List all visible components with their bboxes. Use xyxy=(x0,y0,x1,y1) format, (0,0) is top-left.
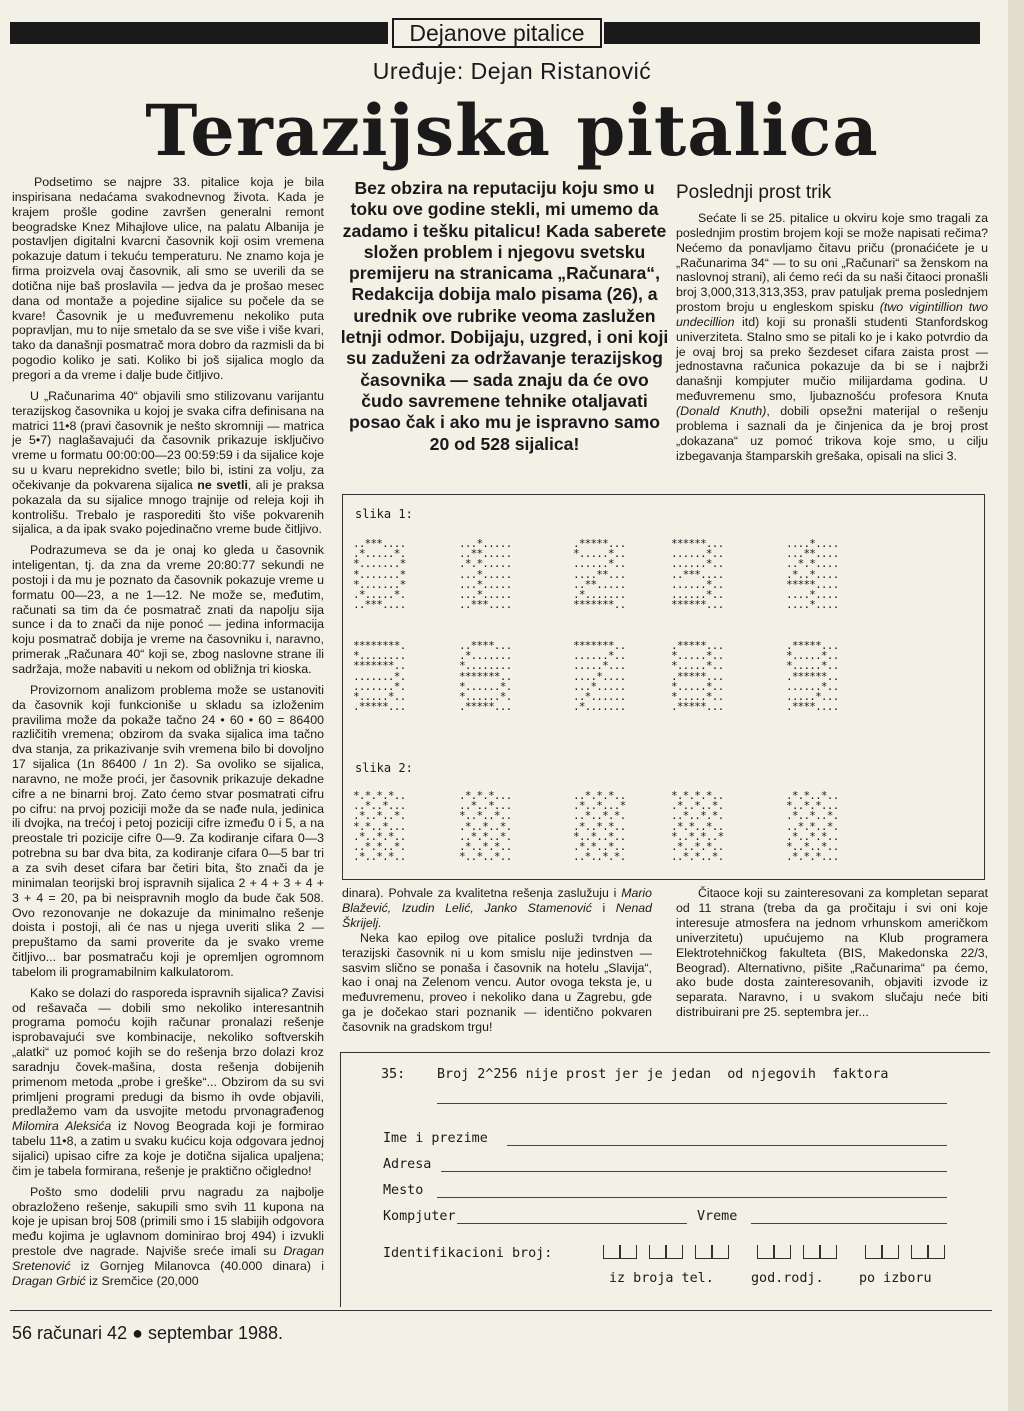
person-name: Dragan Sretenović xyxy=(12,1244,324,1273)
digit-matrix: .*.*..*.. *..*.*... .*..*..*. ..*.*..*. .*..*.*.. *..*..*.. .*.*.*... xyxy=(786,789,839,864)
italic-text: (two vigintillion two undecillion xyxy=(676,300,988,329)
paragraph: Neka kao epilog ove pitalice posluži tvrdnja da terazijski časovnik ni u kom smislu nije jedinstven — sasvim slično se ponaša i časovnik na hotelu „Slavija“, kao i onaj na Zelenom vencu. Autor ovoga teksta je, u međuvremenu, proveo i nekoliko dana u Zagrebu, gde ga je dočekao stari poznanik — identično pokvaren časovnik na gradskom trgu! xyxy=(342,930,652,1035)
address-field[interactable] xyxy=(441,1171,947,1172)
person-name: Nenad Škrijelj. xyxy=(342,900,652,930)
paragraph: Kako se dolazi do rasporeda ispravnih sijalica? Zavisi od rešavača — dobili smo nekoliko interesantnih programa pomoću kojih računar pronalazi rešenje isprobavajući sve kombinacije, nekoliko softverskih „alatki“ uz pomoć kojih se do rešenja brzo dolazi kroz saradnju čovek-mašina, dosta rešenja dobijenih primenom metoda „probe i greške“... Obzirom da su svi primljeni programi predugi da bismo ih ovde objavili, predlažemo vam da usvojite metodu prvonagrađenog Milomira Aleksića iz Novog Beograda koji je formirao tabelu 11•8, a zatim u svaku kućicu koja odgovara jednoj sijalici) upisao cifre za koje je dotična sijalica upaljena; čim je tabela formirana, rešenje je praktično očigledno! xyxy=(12,985,324,1178)
italic-text: (Donald Knuth) xyxy=(676,403,767,418)
id-digit-box[interactable] xyxy=(712,1245,729,1259)
header-bar-left xyxy=(10,22,388,44)
digit-matrix: .*****... *.....*.. *.....*.. .*****... *.....*.. *.....*.. .*****... xyxy=(671,639,724,714)
digit-matrix: ..*.*.*.. .*..*...* ..*..*.*. .*..*.*.. *..*..*.. .*.*..*.. ..*..*.*. xyxy=(573,789,626,864)
section-subhead: Poslednji prost trik xyxy=(676,182,832,203)
id-digit-box[interactable] xyxy=(695,1245,712,1259)
paragraph: U „Računarima 40“ objavili smo stilizovanu varijantu terazijskog časovnika u kojoj je svaka cifra definisana na matrici 11•8 (pravi časovnik je nešto skromniji — matrica je 5•7) naglašavajući da časovnik prikazuje isključivo vreme u formatu 00:00:00—23 00:59:59 i da sijalice koje su u kvaru neprekidno svetle; bilo bi, istini za volju, za očekivanje da pokvarena sijalica ne svetli, ali je praksa pokazala da su sijalice mnogo trajnije od releja koji ih kontrolišu. Trebalo je rasporediti što više pokvarenih sijalica, a da ipak svako pojedinačno vreme bude čitljivo. xyxy=(12,388,325,537)
text-run: iz Novog Beograda koji je formirao tabelu 11 xyxy=(12,1119,324,1149)
city-label: Mesto xyxy=(383,1183,424,1198)
id-digit-box[interactable] xyxy=(865,1245,882,1259)
paragraph: Podrazumeva se da je onaj ko gleda u časovnik inteligentan, tj. da zna da vreme 20:80:77 sekundi ne postoji i da mu je poznato da časovnik pokazuje vreme u formatu 00—23, a ne 1—12. Ne može se, međutim, računati sa tim da će posmatrač znati da napolju sija sunce i da to znači da nije ponoć — jedina informacija koju posmatrač dobija je vreme na časovniku i, naravno, primerak „Računara 40“ koji se, zbog naslovne strane ili sadržaja, može nabaviti u nekom od obližnja tri kioska. xyxy=(12,543,324,676)
bottom-right-text xyxy=(676,886,988,1020)
page-footer: 56 računari 42 ● septembar 1988. xyxy=(12,1323,284,1343)
text-run: Sećate li se 25. pitalice u okviru koje smo tragali za poslednjim prostim brojem koji se može napisati rečima? Nećemo da ponavljamo čitavu priču (pronaćićete je u „Računarima 34“ — to su oni „Računari“ sa ženskom na naslovnoj strani), ali ćemo reći da su naši čitaoci pronašli broj 3,000,313,313,353, prav patuljak prema poslednjem prostom broju u engleskom spisku xyxy=(676,211,988,315)
address-label: Adresa xyxy=(383,1157,432,1172)
digit-matrix: ....*.... ...**.... ..*.*.... .*..*.... *****.... ....*.... ....*.... xyxy=(786,537,839,612)
answer-coupon xyxy=(340,1052,990,1307)
coupon-number: 35: xyxy=(381,1067,406,1082)
article-title: Terazijska pitalica xyxy=(145,89,879,172)
text-run: 60 = 86400 različitih vremena; obzirom da svaka sijalica ima tačno dva stanja, za prikazivanje svih vremena bilo bi dovoljno 17 sijalica (1n 86400 / 1n 2). Sa ovoliko se sijalica, naravno, ne može proći, jer časovnik prikazuje dekadne cifre a ne binarni broj. Zato ćemo stvar posmatrati cifru po cifru: na prvoj poziciji može da se nađe nula, jedinica ili dvojka, na trećoj i petoj poziciji cifre između 0 i 5, a na preostale tri pozicije cifre 0—9. Za kodiranje cifara 0—3 potrebna su bar dva bita, za kodiranje cifara 0—5 bar tri a za svih deset cifara bar četiri bita, što znači da je minimalan teorijski broj ispravnih sijalica 2 + 4 + 3 + 4 + 3 + 4 = 20, pa bi neispravnih moglo da bude čak 508. Ovo rezonovanje ne dokazuje da minimalno rešenje doista i postoji, ali će nas u njega uveriti slika 2 — prepuštamo da sami proverite da je svako vreme čitljivo... bar posmatraču koji je opremljen ogromnom tabelom ili programabilnim kalkulatorom. xyxy=(12,712,324,979)
id-digit-box[interactable] xyxy=(928,1245,945,1259)
figure-box xyxy=(342,494,985,880)
id-hint-phone: iz broja tel. xyxy=(609,1271,714,1286)
person-name: Dragan Grbić xyxy=(12,1273,86,1288)
name-field[interactable] xyxy=(507,1145,947,1146)
id-digit-box[interactable] xyxy=(620,1245,637,1259)
computer-field[interactable] xyxy=(457,1223,687,1224)
id-label: Identifikacioni broj: xyxy=(383,1246,553,1261)
text-run: Kako se dolazi do rasporeda ispravnih sijalica? Zavisi od rešavača — dobili smo nekoliko interesantnih programa pomoću kojih računar pronalazi rešenje isprobavajući sve kombinacije, nekoliko softverskih „alatki“ uz pomoć kojih se do rešenja brzo dolazi kroz saradnju čovek-mašina, dosta rešenja dobijenih primenom metoda „probe i greške“... Obzirom da su svi primljeni programi predugi da bismo ih ovde objavili, predlažemo vam da usvojite metodu prvonagrađenog xyxy=(12,985,324,1119)
id-digit-box[interactable] xyxy=(882,1245,899,1259)
id-digit-box[interactable] xyxy=(649,1245,666,1259)
time-label: Vreme xyxy=(697,1209,738,1224)
text-run: 7) naglašavajući da časovnik prikazuje isključivo vreme u formatu 00:00:00—23 00:59:59 i da sijalice koje su u kvaru neprekidno svetle; bilo bi, istini za volju, za očekivanje da pokvarena sijalica xyxy=(12,433,325,492)
header-bar-right xyxy=(604,22,980,44)
text-run: Provizornom analizom problema može se ustanoviti da časovnik koji funkcioniše u skladu sa izloženim pravilima može da pokaže tačno 24 xyxy=(12,682,324,727)
paragraph: Provizornom analizom problema može se ustanoviti da časovnik koji funkcioniše u skladu sa izloženim pravilima može da pokaže tačno 24 • 60 • 60 = 86400 različitih vremena; obzirom da svaka sijalica ima tačno dva stanja, za prikazivanje svih vremena bilo bi dovoljno 17 sijalica (1n 86400 / 1n 2). Sa ovoliko se sijalica, naravno, ne može proći, jer časovnik prikazuje dekadne cifre a ne binarni broj. Zato ćemo stvar posmatrati cifru po cifru: na prvoj poziciji može da se nađe nula, jedinica ili dvojka, na trećoj i petoj poziciji cifre između 0 i 5, a na preostale tri pozicije cifre 0—9. Za kodiranje cifara 0—3 potrebna su bar dva bita, za kodiranje cifara 0—5 bar tri a za svih deset cifara bar četiri bita, što znači da je minimalan teorijski broj ispravnih sijalica 2 + 4 + 3 + 4 + 3 + 4 = 20, pa bi neispravnih moglo da bude čak 508. Ovo rezonovanje ne dokazuje da minimalno rešenje doista i postoji, ali će nas u njega uveriti slika 2 — prepuštamo da sami proverite da je svako vreme čitljivo... bar posmatraču koji je opremljen ogromnom tabelom ili programabilnim kalkulatorom. xyxy=(12,682,324,979)
bold-text: ne svetli xyxy=(197,477,248,492)
text-run: iz Sremčice (20,000 xyxy=(85,1273,199,1288)
person-names: Mario Blažević, Izudin Lelić, Janko Stamenović xyxy=(342,886,652,915)
bottom-middle-text xyxy=(342,886,652,1035)
left-text-column xyxy=(12,175,324,1411)
figure-label: slika 1: xyxy=(355,507,413,521)
digit-matrix: .*****... *.....*.. *.....*.. .******.. ......*.. .....*... .****.... xyxy=(786,639,839,714)
city-field[interactable] xyxy=(437,1197,947,1198)
time-field[interactable] xyxy=(751,1223,947,1224)
section-header-band xyxy=(0,18,1024,48)
bottom-rule xyxy=(10,1310,992,1311)
text-run: i xyxy=(591,900,616,915)
paragraph xyxy=(342,886,652,931)
right-text-column xyxy=(676,211,988,463)
id-digit-box[interactable] xyxy=(911,1245,928,1259)
text-run: dinara). Pohvale za kvalitetna rešenja zaslužuju i xyxy=(342,886,622,900)
text-run: 8, a zatim u svaku kućicu koja odgovara jednoj sijalici) upisao cifre za koje je dotična sijalica upaljena; čim je tabela formirana, rešenje je praktično očigledno! xyxy=(12,1134,324,1178)
digit-matrix: ******... ......*.. ......*.. ..***.... ......*.. ......*.. ******... xyxy=(671,537,724,612)
digit-matrix: *.*.*.*.. ..*..*... .*..*..*. *.*..*... .*..*.*.. ..*.*..*. .*..*.*.. xyxy=(353,789,406,864)
digit-matrix: ..***.... .*.....*. *.......* *.......* *.......* .*.....*. ..***.... xyxy=(353,537,406,612)
digit-matrix: ********. *........ *******.. .......*. .......*. *.....*.. .*****... xyxy=(353,639,406,714)
computer-label: Kompjuter xyxy=(383,1209,456,1224)
id-digit-box[interactable] xyxy=(603,1245,620,1259)
coupon-statement: Broj 2^256 nije prost jer je jedan od njegovih faktora xyxy=(437,1067,889,1082)
text-run: , dobili opsežni materijal o rešenju problema i saznali da je činjenica da je broj prost „dokazana“ uz pomoć trikova koje smo, u cilju izbegavanja štamparskih grešaka, opisali na slici 3. xyxy=(676,403,988,463)
figure-label: slika 2: xyxy=(355,761,413,775)
section-label: Dejanove pitalice xyxy=(392,18,602,48)
page-edge-shadow xyxy=(1008,0,1024,1411)
paragraph xyxy=(676,211,988,463)
text-run: Pošto smo dodelili prvu nagradu za najbolje obrazloženo rešenje, sakupili smo svih 11 kupona na koje je upisan broj 508 (primili smo i 15 slabijih odgovora među kojima je uglavnom dominirao broj 494) i izvukli prestole dve nagrade. Najviše sreće imali su xyxy=(12,1184,324,1259)
digit-matrix: .*.*.*... ..*..*... *..*..*.. .*..*..*. ..*.*..*. .*..*.*.. *..*..*.. xyxy=(459,789,512,864)
id-hint-choice: po izboru xyxy=(859,1271,932,1286)
text-run: U „Računarima 40“ objavili smo stilizovanu varijantu terazijskog časovnika u kojoj je svaka cifra definisana na matrici 11 xyxy=(12,388,324,433)
id-digit-box[interactable] xyxy=(757,1245,774,1259)
text-run: , ali je praksa pokazala da su sijalice mnogo trajnije od releja koji ih kontrolišu. Trebalo je rasporediti što više pokvarenih sijalica, a da ipak svako pojedinačno vreme bude čitljivo. xyxy=(12,477,324,537)
editor-line: Uređuje: Dejan Ristanović xyxy=(372,58,652,84)
id-digit-box[interactable] xyxy=(774,1245,791,1259)
id-digit-box[interactable] xyxy=(820,1245,837,1259)
digit-matrix: *******.. ......*.. .....*... ....*.... ...*..... ..*...... .*....... xyxy=(573,639,626,714)
person-name: Milomira Aleksića xyxy=(12,1119,112,1134)
text-run: itd) koji su pronašli studenti Stanfordskog univerziteta. Stalno smo se pitali ko je i kako potvrdio da je ovaj broj sa preko šezdeset cifara zaista prost — jednostavna računica pokazuje da bi se i najbrži današnji kompjuter mučio milijardama godina. U međuvremenu smo, ljubaznošću profesora Knuta xyxy=(676,314,988,404)
answer-line[interactable] xyxy=(437,1103,947,1104)
id-hint-birthyear: god.rodj. xyxy=(751,1271,824,1286)
text-run: 8 (pravi časovnik je nešto skromniji — matrica je 5 xyxy=(12,418,324,448)
article-lead: Bez obzira na reputaciju koju smo u toku ove godine stekli, mi umemo da zadamo i tešku pitalicu! Kada saberete složen problem i njegovu svetsku premijeru na stranicama „Računara“, Redakcija dobija malo pisama (26), a urednik ove rubrike veoma zaslužen letnji odmor. Dobijaju, uzgred, i oni koji su zaduženi za održavanje terazijskog časovnika — sada znaju da će ovo čudo savremene tehnike otaljavati posao čak i ako mu je ispravno samo 20 od 528 sijalica! xyxy=(340,178,669,454)
digit-matrix: ...*..... ..**..... .*.*..... ...*..... ...*..... ...*..... ..***.... xyxy=(459,537,512,612)
name-label: Ime i prezime xyxy=(383,1131,488,1146)
id-digit-box[interactable] xyxy=(803,1245,820,1259)
text-run: 60 xyxy=(229,712,244,727)
digit-matrix: .*****... *.....*.. ......*.. ....**... ..**..... .*....... *******.. xyxy=(573,537,626,612)
paragraph: Čitaoce koji su zainteresovani za kompletan separat od 11 strana (treba da ga pročitaju i svi oni koje interesuje atmosfera na jednom vrhunskom američkom univerzitetu) upućujemo na Klub programera Elektrotehničkog fakulteta (BIS, Makedonska 22/3, Beograd). Alternativno, pišite „Računarima“ pa ćemo, ako bude dosta zainteresovanih, objaviti izvode iz separata. Naravno, i u svakom slučaju neće biti distribuirani pre 25. septembra jer... xyxy=(676,886,988,1020)
digit-matrix: *.*.*.*.. .*..*..*. ..*..*.*. .*.*..*.. *..*.*..* .*..*.*.. ..*.*..*. xyxy=(671,789,724,864)
text-run: iz Gornjeg Milanovca (40.000 dinara) i xyxy=(70,1258,324,1273)
digit-matrix: ..****... .*....... *........ *******.. *......*. *......*. .*****... xyxy=(459,639,512,714)
paragraph xyxy=(12,1185,324,1289)
id-digit-box[interactable] xyxy=(666,1245,683,1259)
paragraph: Podsetimo se najpre 33. pitalice koja je bila inspirisana nedaćama svakodnevnog života. Kada je krajem prošle godine završen generalni remont beogradske Knez Mihajlove ulice, na palatu Albanija je postavljen digitalni kvarcni časovnik koji osim vremena pokazuje datum i tekuću temperaturu. Ne znamo koja je firma proizvela ovaj časovnik, ali smo se uverili da se dotična nije baš proslavila — jedva da je prošao mesec dana od montaže a pojedine sijalice su počele da se kvare! Časovnik je u međuvremenu nekoliko puta popravljan, mu to nije smetalo da se sve više i više kvari, tako da današnji posmatrač mora dobro da razmisli da bi pogodio koliko je sati. Koliko bi još sijalica moglo da pregori a da vreme i dalje bude čitljivo. xyxy=(12,175,324,382)
